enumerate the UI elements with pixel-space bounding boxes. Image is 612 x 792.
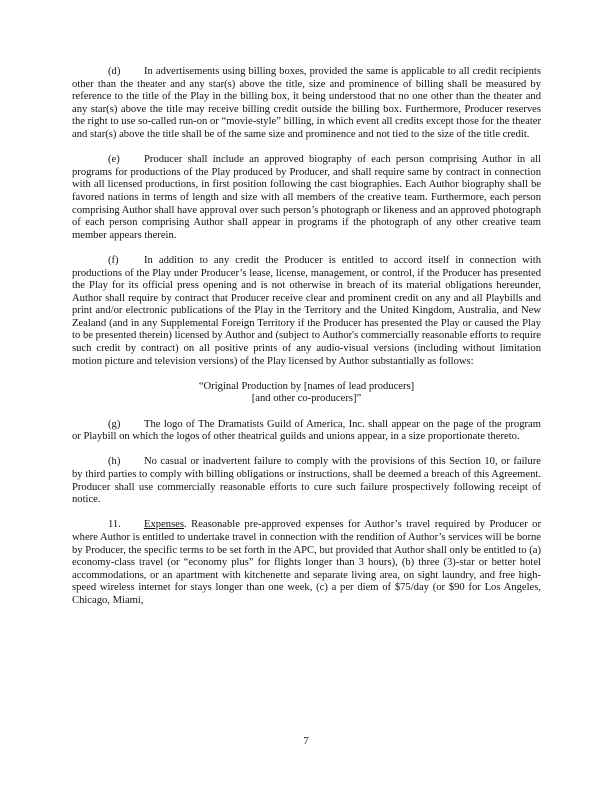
page-number: 7 <box>303 735 309 747</box>
credit-quote-line-1: “Original Production by [names of lead producers] <box>198 380 415 392</box>
paragraph-label: (e) <box>108 154 120 166</box>
section-text: . Reasonable pre-approved expenses for Author’s travel required by Producer or where Author is entitled to undertake travel in connection with the rendition of Author’s services will be borne by Producer, the specific terms to be set forth in the APC, but provided that Author shall only be entitled to (a) economy-class travel (or “economy plus” for flights longer than 3 hours), (b) three (3)-star or better hotel accommodations, or an apartment with kitchenette and separate living area, on sight laundry, and free high-speed wireless internet for stays longer than one week, (c) a per diem of $75/day (or $90 for Los Angeles, Chicago, Miami, <box>72 519 541 606</box>
paragraph-text: In advertisements using billing boxes, provided the same is applicable to all credit recipients other than the theater and any star(s) above the title, size and prominence of billing shall be measured by reference to the title of the Play in the billing box, it being understood that no one other than the theater and any star(s) above the title may receive billing credit outside the billing box. Furthermore, Producer reserves the right to use so-called run-on or “movie-style” billing, in which event all credits except those for the theater and star(s) above the title shall be of the same size and prominence and not tied to the size of the title credit. <box>72 66 541 140</box>
paragraph-text: The logo of The Dramatists Guild of America, Inc. shall appear on the page of the program or Playbill on which the logos of other theatrical guilds and unions appear, in a size proportionate thereto. <box>72 418 541 443</box>
paragraph-label: (f) <box>108 254 119 266</box>
paragraph-text: In addition to any credit the Producer is entitled to accord itself in connection with productions of the Play under Producer’s lease, license, management, or control, if the Producer has presented the Play for its official press opening and is not otherwise in breach of its material obligations hereunder, Author shall require by contract that Producer receive clear and prominent credit on any and all Playbills and print and/or electronic publications of the Play in the Territory and the United Kingdom, Australia, and New Zealand (and in any Supplemental Foreign Territory if the Producer has presented the Play or caused the Play to be presented therein) licensed by Author and (subject to Author's commercially reasonable efforts to require such credit by contract) on all positive prints of any audio-visual versions (including without limitation motion picture and television versions) of the Play licensed by Author substantially as follows: <box>72 254 541 367</box>
paragraph-f <box>72 255 541 368</box>
paragraph-text: Producer shall include an approved biography of each person comprising Author in all programs for productions of the Play produced by Producer, and shall require same by contract in connection with all licensed productions, in first position following the cast biographies. Each Author biography shall be favored nations in terms of length and size with all members of the creative team. Furthermore, each person comprising Author shall have approval over such person’s photograph or likeness and an approved photograph of each person comprising Author shall appear in programs if the photograph of any other creative team member appears therein. <box>72 154 541 241</box>
paragraph-label: (h) <box>108 456 121 468</box>
paragraph-e <box>72 154 541 242</box>
paragraph-text: No casual or inadvertent failure to comply with the provisions of this Section 10, or failure by third parties to comply with billing obligations or instructions, shall be deemed a breach of this Agreement. Producer shall use commercially reasonable efforts to cure such failure prospectively following receipt of notice. <box>72 456 541 506</box>
credit-quote-line-2: [and other co-producers]” <box>251 393 362 405</box>
credit-quote <box>72 381 541 406</box>
paragraph-d <box>72 66 541 142</box>
section-number: 11. <box>108 519 121 531</box>
section-heading: Expenses <box>144 519 185 531</box>
paragraph-label: (d) <box>108 66 121 77</box>
paragraph-h <box>72 456 541 506</box>
section-11 <box>72 519 541 607</box>
paragraph-g <box>72 419 541 444</box>
document-body <box>72 66 541 620</box>
paragraph-label: (g) <box>108 418 121 430</box>
